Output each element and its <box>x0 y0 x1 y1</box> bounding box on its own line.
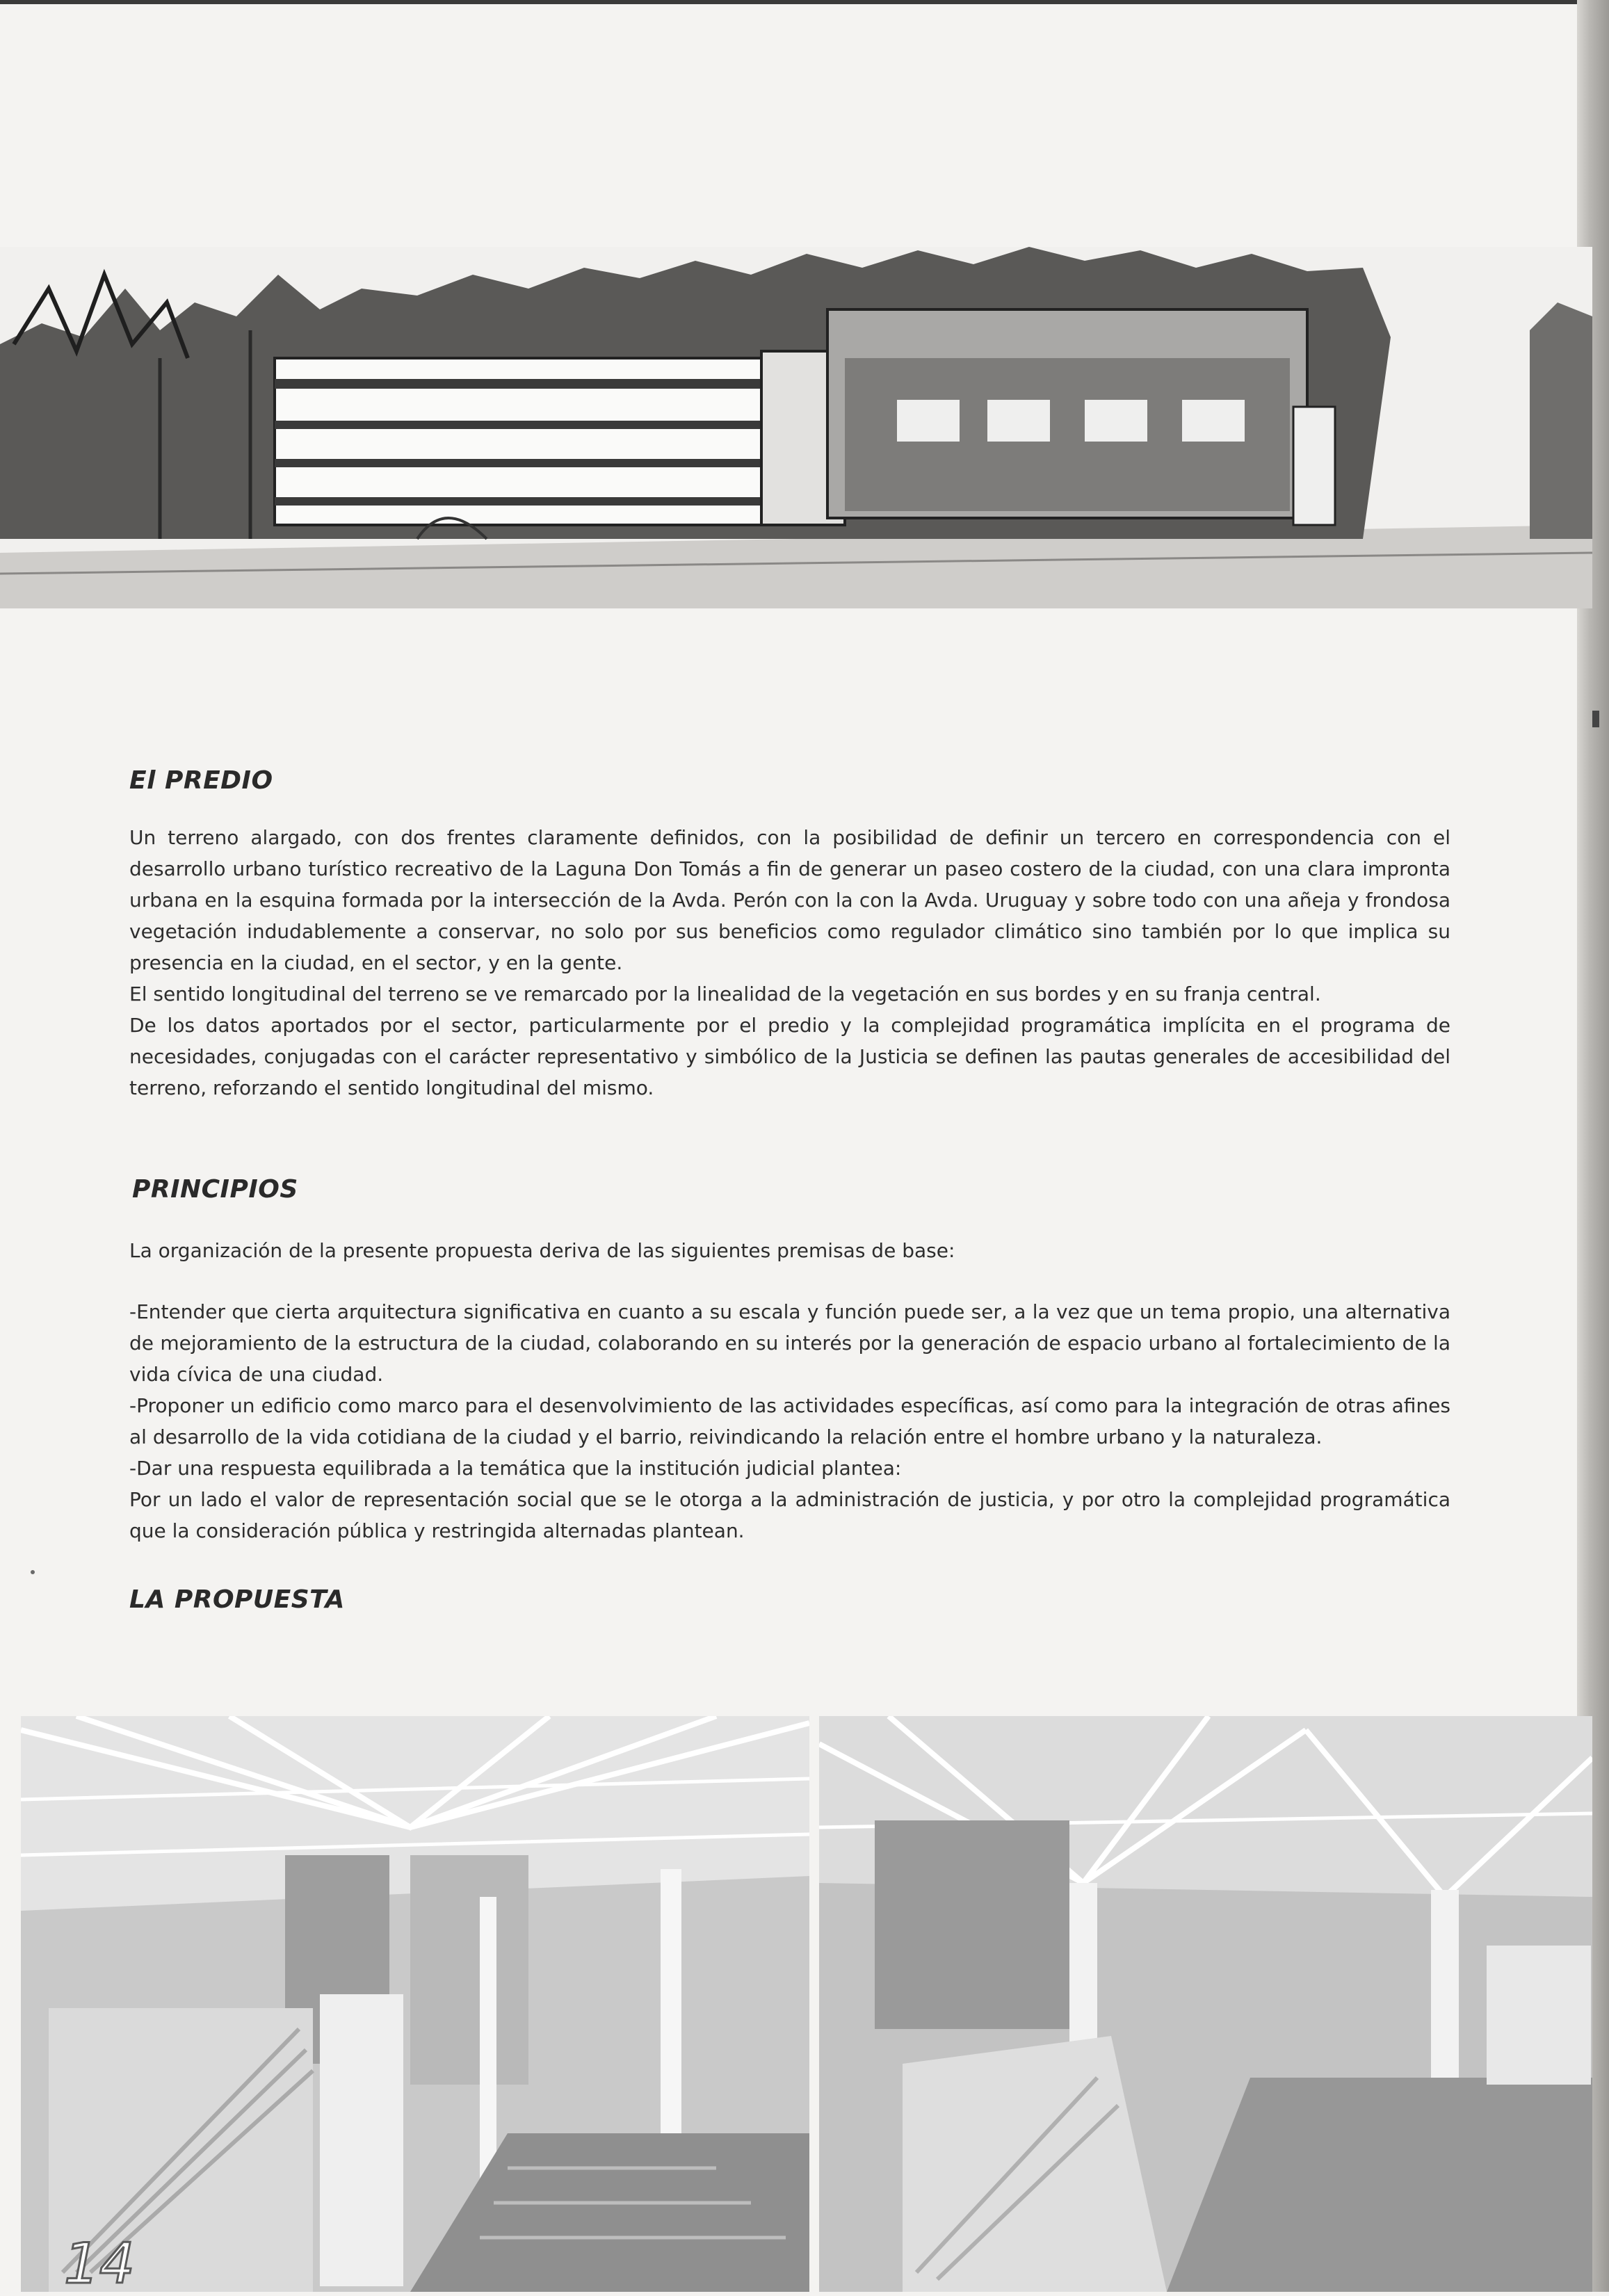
principios-item-3: -Dar una respuesta equilibrada a la temática que la institución judicial plantea: <box>129 1457 902 1480</box>
interior-render-left <box>21 1716 809 2296</box>
principios-intro: La organización de la presente propuesta deriva de las siguientes premisas de base: <box>129 1239 955 1262</box>
principios-heading: PRINCIPIOS <box>132 1175 298 1204</box>
predio-paragraph-2: El sentido longitudinal del terreno se ve remarcado por la linealidad de la vegetación en sus bordes y en su franja central. <box>129 983 1321 1005</box>
building-perspective-sketch-icon <box>0 247 1592 608</box>
predio-paragraph-3: De los datos aportados por el sector, particularmente por el predio y la complejidad programática implícita en el programa de necesidades, conjugadas con el carácter representativo y simbólico de la Justicia se definen las pautas generales de accesibilidad del terreno, reforzando el sentido longitudinal del mismo. <box>129 1014 1450 1099</box>
margin-mark <box>31 1570 35 1574</box>
interior-render-stairs-icon <box>21 1716 809 2296</box>
page-number: 14 <box>64 2231 135 2296</box>
building-perspective-sketch <box>0 247 1592 608</box>
predio-text <box>129 822 1450 1103</box>
principios-item-2: -Proponer un edificio como marco para el desenvolvimiento de las actividades específicas, así como para la integración de otras afines al desarrollo de la vida cotidiana de la ciudad y el barrio, reivindicando la relación entre el hombre urbano y la naturaleza. <box>129 1394 1450 1448</box>
principios-intro-block <box>129 1235 1450 1266</box>
principios-list <box>129 1296 1450 1546</box>
principios-item-1: -Entender que cierta arquitectura significativa en cuanto a su escala y función puede ser, a la vez que un tema propio, una alternativa de mejoramiento de la estructura de la ciudad, colaborando en su interés por la generación de espacio urbano al fortalecimiento de la vida cívica de una ciudad. <box>129 1300 1450 1386</box>
principios-item-4: Por un lado el valor de representación social que se le otorga a la administración de justicia, y por otro la complejidad programática que la consideración pública y restringida alternadas plantean. <box>129 1488 1450 1542</box>
interior-render-right <box>819 1716 1592 2292</box>
edge-mark <box>1592 711 1599 727</box>
propuesta-heading: LA PROPUESTA <box>129 1585 345 1614</box>
top-edge-rule <box>0 0 1609 4</box>
interior-render-columns-icon <box>819 1716 1592 2292</box>
predio-paragraph-1: Un terreno alargado, con dos frentes claramente definidos, con la posibilidad de definir un tercero en correspondencia con el desarrollo urbano turístico recreativo de la Laguna Don Tomás a fin de generar un paseo costero de la ciudad, con una clara impronta urbana en la esquina formada por la intersección de la Avda. Perón con la con la Avda. Uruguay y sobre todo con una añeja y frondosa vegetación indudablemente a conservar, no solo por sus beneficios como regulador climático sino también por lo que implica su presencia en la ciudad, en el sector, y en la gente. <box>129 826 1450 974</box>
predio-heading: El PREDIO <box>129 766 273 795</box>
